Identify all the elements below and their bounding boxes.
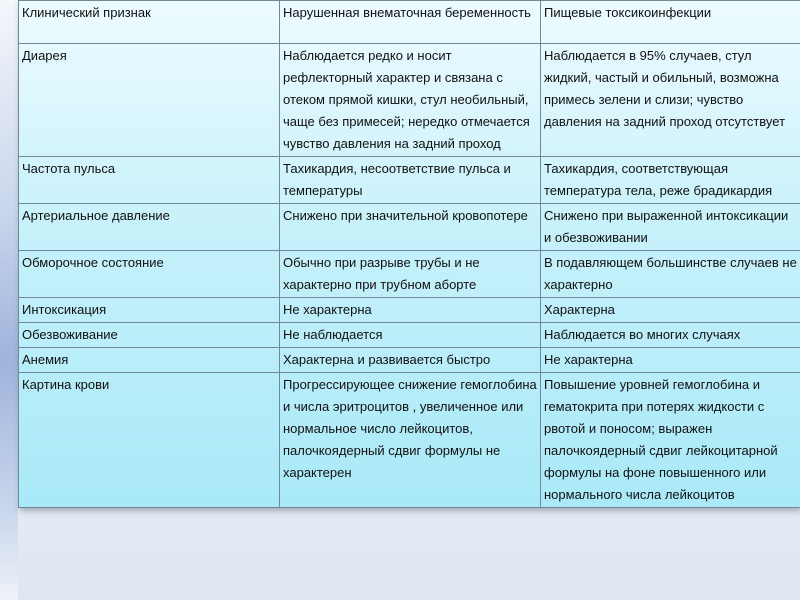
- row-toxicoinfection-cell: Тахикардия, соответствующая температура тела, реже брадикардия: [541, 157, 800, 204]
- row-ectopic-cell: Не характерна: [280, 298, 541, 323]
- row-toxicoinfection-cell: Не характерна: [541, 348, 800, 373]
- row-ectopic-cell: Не наблюдается: [280, 323, 541, 348]
- table-row: [19, 44, 800, 157]
- header-clinical-sign: Клинический признак: [19, 1, 280, 44]
- row-sign-cell: Интоксикация: [19, 298, 280, 323]
- row-toxicoinfection-cell: Характерна: [541, 298, 800, 323]
- table-header-row: [19, 1, 800, 44]
- table-row: [19, 323, 800, 348]
- row-sign-cell: Диарея: [19, 44, 280, 157]
- table-row: [19, 298, 800, 323]
- row-toxicoinfection-cell: Снижено при выраженной интоксикации и обезвоживании: [541, 204, 800, 251]
- row-toxicoinfection-cell: В подавляющем большинстве случаев не характерно: [541, 251, 800, 298]
- row-ectopic-cell: Тахикардия, несоответствие пульса и температуры: [280, 157, 541, 204]
- table-row: [19, 157, 800, 204]
- table-row: [19, 348, 800, 373]
- row-sign-cell: Артериальное давление: [19, 204, 280, 251]
- row-ectopic-cell: Снижено при значительной кровопотере: [280, 204, 541, 251]
- row-ectopic-cell: Прогрессирующее снижение гемоглобина и числа эритроцитов , увеличенное или нормальное число лейкоцитов, палочкоядерный сдвиг формулы не характерен: [280, 373, 541, 508]
- row-sign-cell: Обезвоживание: [19, 323, 280, 348]
- row-ectopic-cell: Обычно при разрыве трубы и не характерно при трубном аборте: [280, 251, 541, 298]
- row-toxicoinfection-cell: Повышение уровней гемоглобина и гематокрита при потерях жидкости с рвотой и поносом; выражен палочкоядерный сдвиг лейкоцитарной формулы на фоне повышенного или нормального числа лейкоцитов: [541, 373, 800, 508]
- comparison-table-container: [18, 0, 800, 508]
- row-sign-cell: Обморочное состояние: [19, 251, 280, 298]
- comparison-table: [18, 0, 800, 508]
- row-toxicoinfection-cell: Наблюдается в 95% случаев, стул жидкий, частый и обильный, возможна примесь зелени и слизи; чувство давления на задний проход отсутствует: [541, 44, 800, 157]
- row-sign-cell: Картина крови: [19, 373, 280, 508]
- table-row: [19, 251, 800, 298]
- row-ectopic-cell: Характерна и развивается быстро: [280, 348, 541, 373]
- table-row: [19, 373, 800, 508]
- header-ectopic-pregnancy: Нарушенная внематочная беременность: [280, 1, 541, 44]
- header-food-toxicoinfection: Пищевые токсикоинфекции: [541, 1, 800, 44]
- left-decorative-band: [0, 0, 18, 600]
- row-toxicoinfection-cell: Наблюдается во многих случаях: [541, 323, 800, 348]
- table-row: [19, 204, 800, 251]
- row-sign-cell: Частота пульса: [19, 157, 280, 204]
- row-sign-cell: Анемия: [19, 348, 280, 373]
- row-ectopic-cell: Наблюдается редко и носит рефлекторный характер и связана с отеком прямой кишки, стул необильный, чаще без примесей; нередко отмечается чувство давления на задний проход: [280, 44, 541, 157]
